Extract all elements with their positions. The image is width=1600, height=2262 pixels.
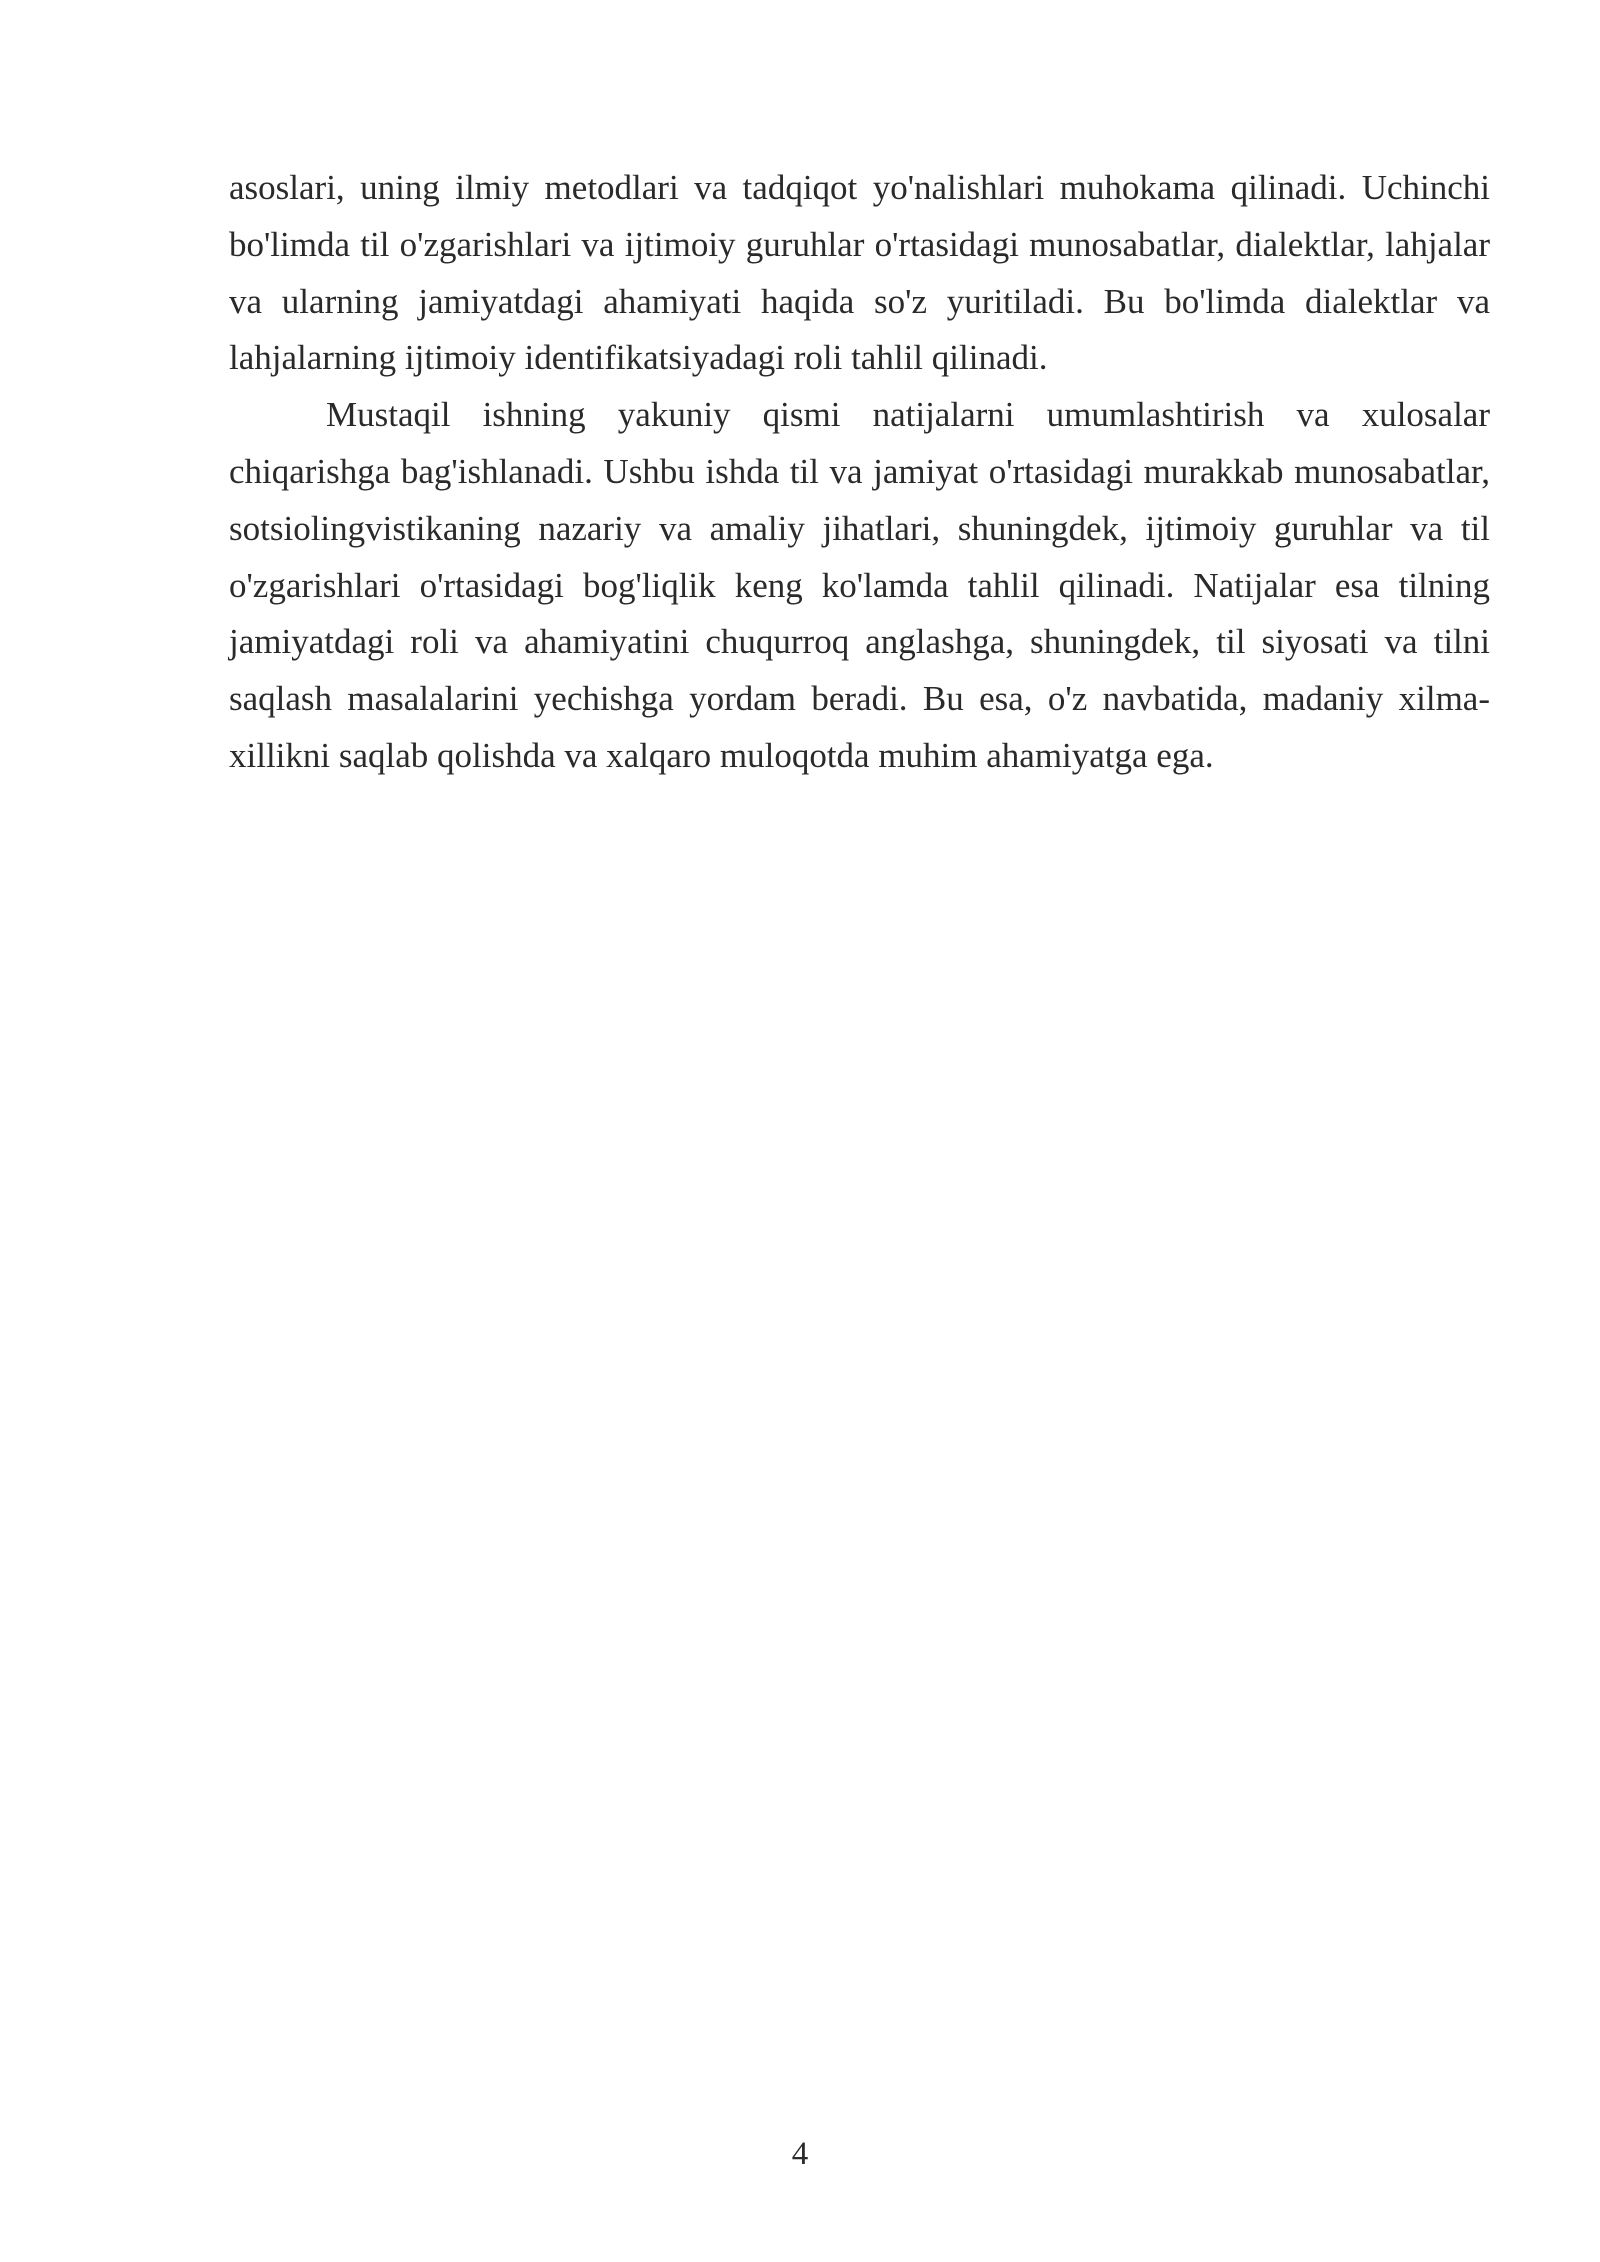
- paragraph-conclusion: Mustaqil ishning yakuniy qismi natijalarni umumlashtirish va xulosalar chiqarishga bag'ishlanadi. Ushbu ishda til va jamiyat o'rtasidagi murakkab munosabatlar, sotsiolingvistikaning nazariy va amaliy jihatlari, shuningdek, ijtimoiy guruhlar va til o'zgarishlari o'rtasidagi bog'liqlik keng ko'lamda tahlil qilinadi. Natijalar esa tilning jamiyatdagi roli va ahamiyatini chuqurroq anglashga, shuningdek, til siyosati va tilni saqlash masalalarini yechishga yordam beradi. Bu esa, o'z navbatida, madaniy xilma-xillikni saqlab qolishda va xalqaro muloqotda muhim ahamiyatga ega.: [229, 395, 1490, 775]
- page-number: 4: [791, 2136, 809, 2172]
- paragraph-continued: asoslari, uning ilmiy metodlari va tadqiqot yo'nalishlari muhokama qilinadi. Uchinchi bo'limda til o'zgarishlari va ijtimoiy guruhlar o'rtasidagi munosabatlar, dialektlar, lahjalar va ularning jamiyatdagi ahamiyati haqida so'z yuritiladi. Bu bo'limda dialektlar va lahjalarning ijtimoiy identifikatsiyadagi roli tahlil qilinadi.: [229, 168, 1490, 378]
- body-text: [229, 160, 1490, 785]
